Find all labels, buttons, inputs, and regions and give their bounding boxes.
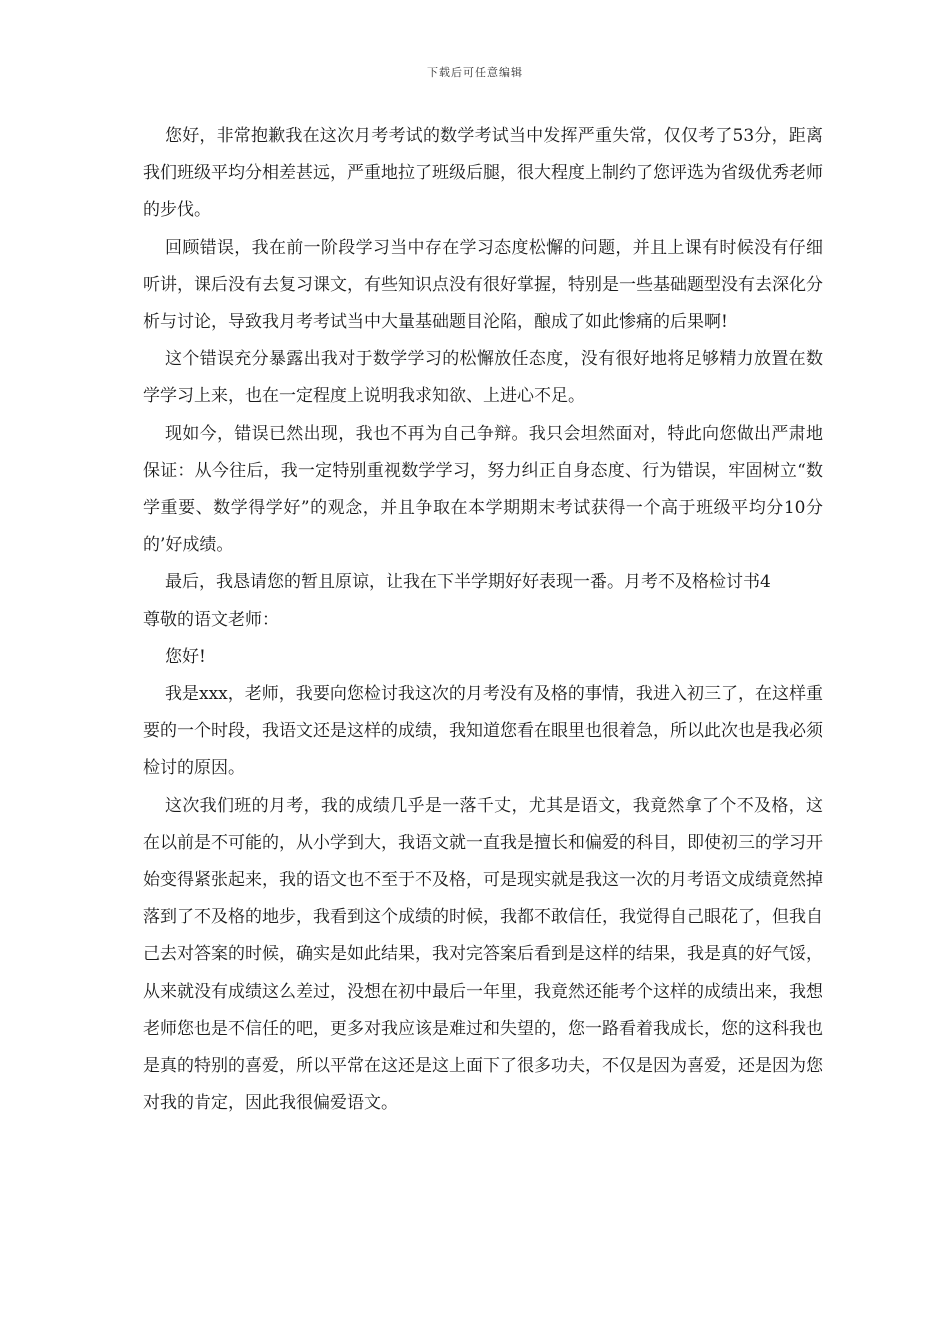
document-body bbox=[143, 118, 823, 1122]
paragraph-review-mistakes: 回顾错误，我在前一阶段学习当中存在学习态度松懈的问题，并且上课有时候没有仔细听讲，课后没有去复习课文，有些知识点没有很好掌握，特别是一些基础题型没有去深化分析与讨论，导致我月考考试当中大量基础题目沦陷，酿成了如此惨痛的后果啊! bbox=[143, 237, 823, 333]
paragraph-closing: 最后，我恳请您的暂且原谅，让我在下半学期好好表现一番。月考不及格检讨书4 bbox=[165, 572, 771, 593]
paragraph-self-intro: 我是xxx，老师，我要向您检讨我这次的月考没有及格的事情，我进入初三了，在这样重要的一个时段，我语文还是这样的成绩，我知道您看在眼里也很着急，所以此次也是我必须检讨的原因。 bbox=[143, 684, 823, 779]
paragraph-apology-intro: 您好，非常抱歉我在这次月考考试的数学考试当中发挥严重失常，仅仅考了53分，距离我们班级平均分相差甚远，严重地拉了班级后腿，很大程度上制约了您评选为省级优秀老师的步伐。 bbox=[143, 126, 823, 221]
paragraph-exam-result: 这次我们班的月考，我的成绩几乎是一落千丈，尤其是语文，我竟然拿了个不及格，这在以前是不可能的，从小学到大，我语文就一直我是擅长和偏爱的科目，即使初三的学习开始变得紧张起来，我的语文也不至于不及格，可是现实就是我这一次的月考语文成绩竟然掉落到了不及格的地步，我看到这个成绩的时候，我都不敢信任，我觉得自己眼花了，但我自己去对答案的时候，确实是如此结果，我对完答案后看到是这样的结果，我是真的好气馁，从来就没有成绩这么差过，没想在初中最后一年里，我竟然还能考个这样的成绩出来，我想老师您也是不信任的吧，更多对我应该是难过和失望的，您一路看着我成长，您的这科我也是真的特别的喜爱，所以平常在这还是这上面下了很多功夫，不仅是因为喜爱，还是因为您对我的肯定，因此我很偏爱语文。 bbox=[143, 795, 823, 1114]
salutation: 尊敬的语文老师： bbox=[143, 609, 279, 630]
greeting: 您好! bbox=[165, 646, 206, 667]
paragraph-attitude: 这个错误充分暴露出我对于数学学习的松懈放任态度，没有很好地将足够精力放置在数学学习上来，也在一定程度上说明我求知欲、上进心不足。 bbox=[143, 349, 823, 407]
paragraph-promise: 现如今，错误已然出现，我也不再为自己争辩。我只会坦然面对，特此向您做出严肃地保证：从今往后，我一定特别重视数学学习，努力纠正自身态度、行为错误，牢固树立“数学重要、数学得学好”的观念，并且争取在本学期期末考试获得一个高于班级平均分10分的’好成绩。 bbox=[143, 423, 823, 556]
page-header-note: 下载后可任意编辑 bbox=[427, 66, 523, 79]
